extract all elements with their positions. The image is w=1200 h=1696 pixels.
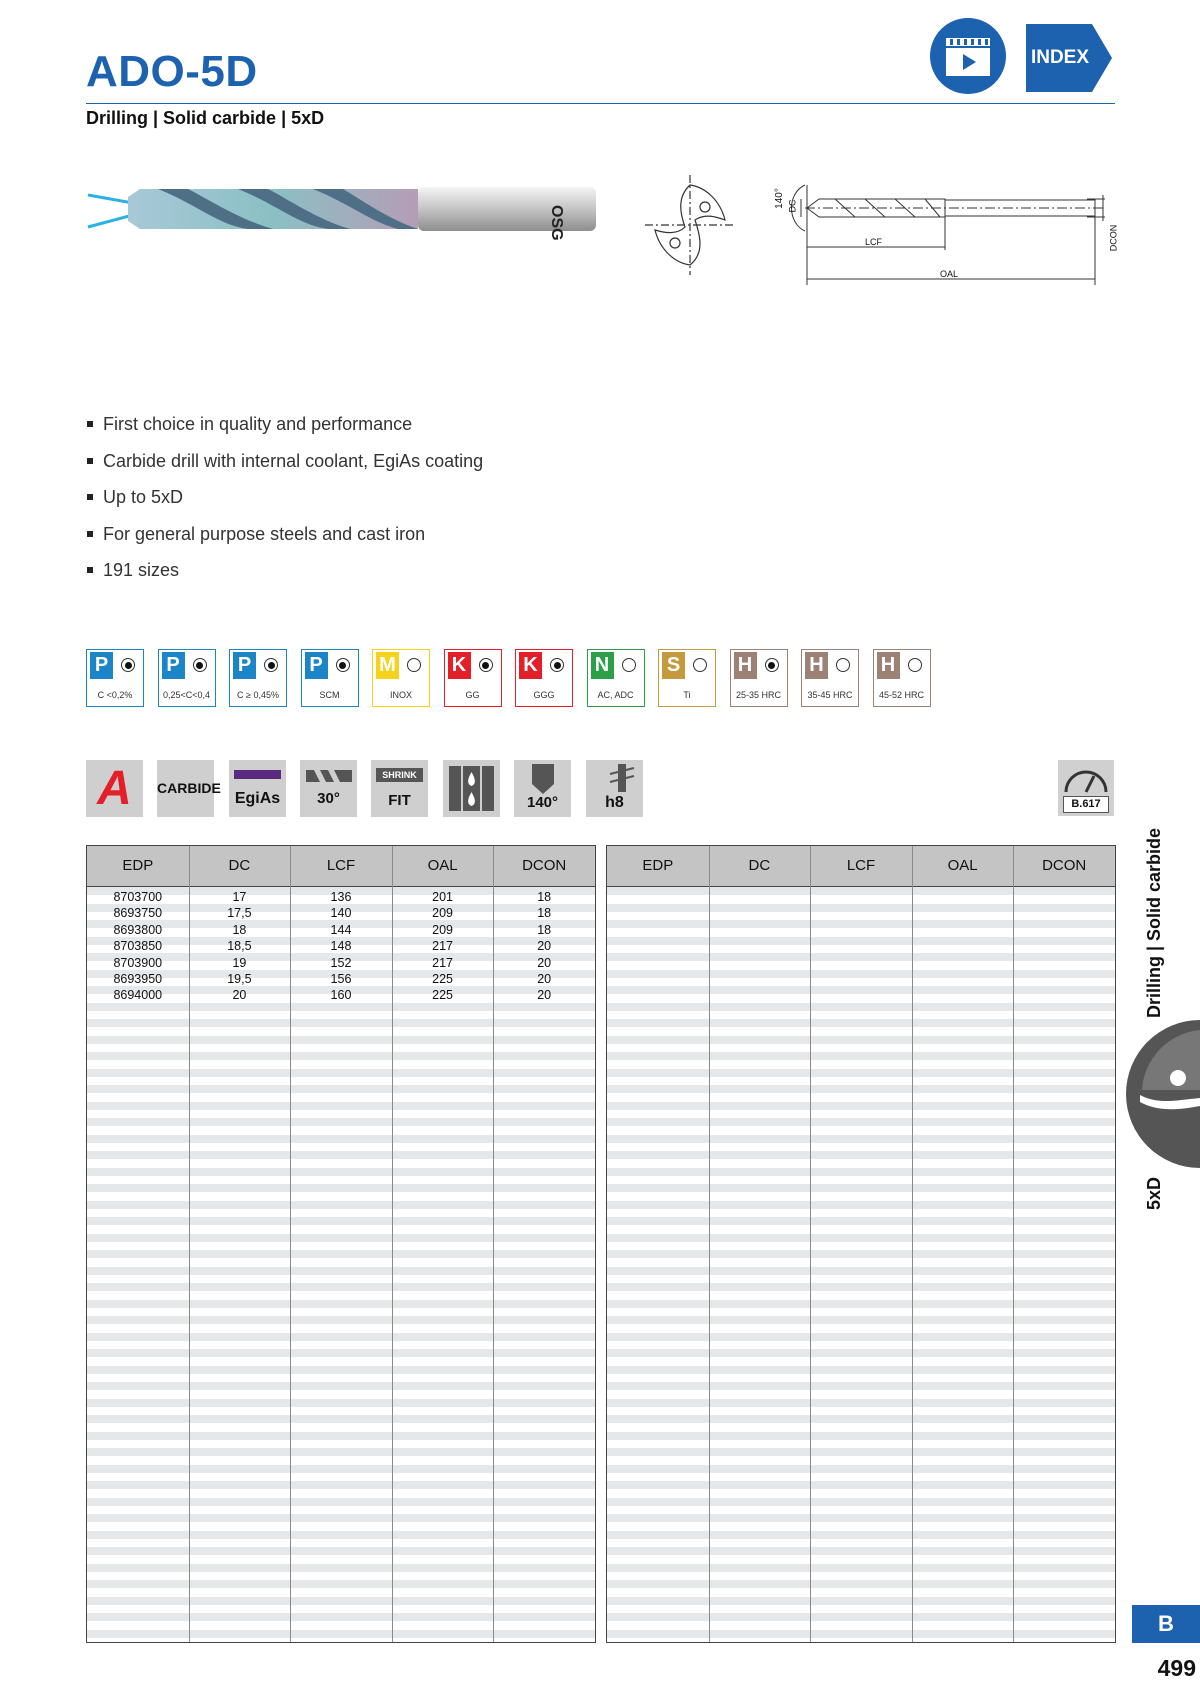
- column-divider: [1013, 846, 1014, 1642]
- material-box: [229, 649, 287, 707]
- feature-item: 191 sizes: [86, 556, 483, 593]
- row-stripe: [607, 1217, 1115, 1225]
- material-caption: Ti: [683, 690, 691, 700]
- recommended-dot-icon: [479, 658, 493, 672]
- row-stripe: [87, 1531, 595, 1539]
- row-stripe: [607, 920, 1115, 928]
- table-cell-dc: 20: [232, 988, 247, 1003]
- material-box: [158, 649, 216, 707]
- table-header: [607, 846, 1115, 887]
- material-caption: 35-45 HRC: [807, 690, 853, 700]
- row-stripe: [607, 986, 1115, 994]
- row-stripe: [87, 1267, 595, 1275]
- material-letter: H: [734, 652, 757, 679]
- row-stripe: [87, 1465, 595, 1473]
- material-letter: P: [162, 652, 185, 679]
- table-cell-dc: 18: [232, 922, 247, 937]
- row-stripe: [87, 1481, 595, 1489]
- material-caption: 25-35 HRC: [735, 690, 782, 700]
- column-header: DCON: [1042, 857, 1087, 874]
- svg-text:OSG: OSG: [548, 205, 565, 241]
- row-stripe: [607, 1432, 1115, 1440]
- row-stripe: [87, 1564, 595, 1572]
- row-stripe: [87, 1399, 595, 1407]
- column-header: DC: [228, 857, 251, 874]
- row-stripe: [87, 1382, 595, 1390]
- row-stripe: [87, 1250, 595, 1258]
- recommended-dot-icon: [264, 658, 278, 672]
- row-stripe: [607, 1250, 1115, 1258]
- table-cell-edp: 8703850: [113, 939, 163, 954]
- material-letter: S: [662, 652, 685, 679]
- row-stripe: [87, 1052, 595, 1060]
- row-stripe: [87, 1118, 595, 1126]
- row-stripe: [87, 1003, 595, 1011]
- material-letter: H: [877, 652, 900, 679]
- material-caption: C ≥ 0,45%: [237, 690, 279, 700]
- title-rule: [86, 103, 1115, 104]
- recommended-dot-icon: [121, 658, 135, 672]
- material-letter: P: [233, 652, 256, 679]
- table-cell-oal: 209: [432, 922, 454, 937]
- dimension-table-right: [606, 845, 1116, 1643]
- row-stripe: [87, 1415, 595, 1423]
- row-stripe: [607, 1184, 1115, 1192]
- row-stripe: [87, 1349, 595, 1357]
- index-button[interactable]: [1026, 24, 1112, 92]
- table-cell-edp: 8693800: [113, 922, 163, 937]
- table-cell-edp: 8693750: [113, 906, 163, 921]
- column-header: EDP: [122, 857, 154, 874]
- column-header: OAL: [947, 857, 978, 874]
- row-stripe: [87, 1448, 595, 1456]
- suitable-dot-icon: [836, 658, 850, 672]
- page-subtitle: Drilling | Solid carbide | 5xD: [86, 108, 325, 128]
- recommended-dot-icon: [336, 658, 350, 672]
- material-box: [873, 649, 931, 707]
- feature-list: [86, 410, 483, 593]
- row-stripe: [607, 970, 1115, 978]
- tolerance-icon: [610, 764, 634, 792]
- material-caption: GG: [465, 690, 480, 700]
- row-stripe: [607, 1366, 1115, 1374]
- row-stripe: [87, 1201, 595, 1209]
- index-label: INDEX: [1030, 47, 1090, 68]
- gauge-reference: B.617: [1071, 798, 1101, 810]
- row-stripe: [87, 1151, 595, 1159]
- table-cell-oal: 217: [432, 939, 454, 954]
- row-stripe: [607, 1201, 1115, 1209]
- row-stripe: [607, 1580, 1115, 1588]
- material-caption: 45-52 HRC: [878, 690, 925, 700]
- row-stripe: [607, 1349, 1115, 1357]
- table-cell-lcf: 152: [330, 955, 352, 970]
- dcon-label: DCON: [1108, 224, 1119, 252]
- coolant-drop-icon: [443, 760, 500, 817]
- gauge-icon: [1058, 762, 1114, 798]
- row-stripe: [87, 1366, 595, 1374]
- table-cell-lcf: 136: [330, 890, 352, 904]
- row-stripe: [607, 1415, 1115, 1423]
- drill-end-view-drawing: [645, 175, 735, 275]
- row-stripe: [87, 1168, 595, 1176]
- row-stripe: [607, 1118, 1115, 1126]
- drill-point-icon: [532, 764, 554, 794]
- row-stripe: [607, 1085, 1115, 1093]
- table-header: [87, 846, 595, 887]
- video-clapper-icon: [930, 18, 1006, 94]
- row-stripe: [607, 1514, 1115, 1522]
- row-stripe: [607, 1547, 1115, 1555]
- row-stripe: [607, 1333, 1115, 1341]
- column-header: LCF: [326, 857, 356, 874]
- material-letter: P: [90, 652, 113, 679]
- material-letter: P: [305, 652, 328, 679]
- material-letter: N: [591, 652, 614, 679]
- material-letter: H: [805, 652, 828, 679]
- table-cell-oal: 225: [432, 972, 454, 986]
- drill-dimension-drawing: [775, 175, 1120, 290]
- row-stripe: [607, 1003, 1115, 1011]
- grade-a-icon: A: [86, 760, 143, 817]
- helix-icon: [306, 770, 352, 782]
- row-stripe: [607, 1498, 1115, 1506]
- material-caption: AC, ADC: [597, 690, 634, 700]
- column-divider: [709, 846, 710, 1642]
- lcf-label: LCF: [865, 237, 883, 247]
- row-stripe: [607, 904, 1115, 912]
- table-cell-edp: 8693950: [113, 972, 163, 986]
- feature-item: Up to 5xD: [86, 483, 483, 520]
- row-stripe: [607, 1316, 1115, 1324]
- carbide-icon: CARBIDE: [157, 760, 214, 817]
- material-caption: 0,25<C<0,4: [162, 690, 211, 700]
- material-letter: K: [448, 652, 471, 679]
- table-cell-lcf: 144: [330, 922, 352, 937]
- column-header: LCF: [846, 857, 876, 874]
- material-caption: C <0,2%: [97, 690, 133, 700]
- table-cell-edp: 8703900: [113, 955, 163, 970]
- table-cell-oal: 201: [432, 890, 454, 904]
- row-stripe: [607, 1481, 1115, 1489]
- row-stripe: [87, 1217, 595, 1225]
- table-cell-dcon: 18: [537, 922, 552, 937]
- material-caption: SCM: [319, 690, 340, 700]
- row-stripe: [607, 937, 1115, 945]
- material-caption: INOX: [389, 690, 412, 700]
- row-stripe: [87, 1036, 595, 1044]
- row-stripe: [607, 1283, 1115, 1291]
- row-stripe: [607, 1597, 1115, 1605]
- column-divider: [912, 846, 913, 1642]
- row-stripe: [87, 1613, 595, 1621]
- row-stripe: [87, 1547, 595, 1555]
- row-stripe: [607, 1102, 1115, 1110]
- shank-tolerance-icon: h8: [586, 760, 643, 817]
- column-header: EDP: [642, 857, 674, 874]
- table-cell-edp: 8703700: [113, 890, 163, 904]
- feature-item: First choice in quality and performance: [86, 410, 483, 447]
- table-cell-oal: 209: [432, 906, 454, 921]
- row-stripe: [607, 1564, 1115, 1572]
- row-stripe: [87, 1019, 595, 1027]
- feature-item: Carbide drill with internal coolant, EgiAs coating: [86, 447, 483, 484]
- dimension-table-left: [86, 845, 596, 1643]
- table-cell-lcf: 140: [330, 906, 352, 921]
- row-stripe: [607, 1168, 1115, 1176]
- table-cell-dcon: 18: [537, 906, 552, 921]
- table-cell-dc: 17,5: [227, 906, 252, 921]
- row-stripe: [607, 1069, 1115, 1077]
- row-stripe: [87, 1184, 595, 1192]
- row-stripe: [607, 1613, 1115, 1621]
- table-cell-edp: 8694000: [113, 988, 163, 1003]
- row-stripe: [87, 1498, 595, 1506]
- material-letter: M: [376, 652, 399, 679]
- side-tab-graphic: [1128, 1020, 1200, 1168]
- coating-color-bar: [234, 770, 281, 779]
- row-stripe: [87, 1514, 595, 1522]
- material-caption: GGG: [533, 690, 555, 700]
- material-box: [587, 649, 645, 707]
- row-stripe: [87, 1316, 595, 1324]
- table-cell-dc: 17: [232, 890, 247, 904]
- side-tab-subtitle: 5xD: [1144, 1176, 1164, 1210]
- row-stripe: [607, 1382, 1115, 1390]
- row-stripe: [87, 1069, 595, 1077]
- row-stripe: [87, 1630, 595, 1638]
- table-cell-oal: 225: [432, 988, 454, 1003]
- row-stripe: [607, 1448, 1115, 1456]
- suitable-dot-icon: [622, 658, 636, 672]
- row-stripe: [607, 1630, 1115, 1638]
- row-stripe: [87, 1597, 595, 1605]
- page-title: ADO-5D: [86, 47, 258, 96]
- row-stripe: [607, 1036, 1115, 1044]
- column-divider: [810, 846, 811, 1642]
- row-stripe: [607, 1019, 1115, 1027]
- table-cell-oal: 217: [432, 955, 454, 970]
- table-cell-lcf: 148: [330, 939, 352, 954]
- material-box: [301, 649, 359, 707]
- material-box: [515, 649, 573, 707]
- suitable-dot-icon: [908, 658, 922, 672]
- table-cell-dcon: 18: [537, 890, 552, 904]
- table-cell-dcon: 20: [537, 972, 552, 986]
- material-letter: K: [519, 652, 542, 679]
- material-box: [658, 649, 716, 707]
- material-box: [444, 649, 502, 707]
- point-angle-icon: 140°: [514, 760, 571, 817]
- table-cell-lcf: 156: [330, 972, 352, 986]
- table-cell-dcon: 20: [537, 955, 552, 970]
- row-stripe: [607, 953, 1115, 961]
- table-cell-dc: 18,5: [227, 939, 252, 954]
- recommended-dot-icon: [193, 658, 207, 672]
- table-cell-dc: 19,5: [227, 972, 252, 986]
- recommended-dot-icon: [550, 658, 564, 672]
- speed-gauge-link[interactable]: [1058, 760, 1114, 816]
- feature-item: For general purpose steels and cast iron: [86, 520, 483, 557]
- row-stripe: [607, 1135, 1115, 1143]
- suitable-dot-icon: [693, 658, 707, 672]
- suitable-dot-icon: [407, 658, 421, 672]
- column-header: DCON: [522, 857, 567, 874]
- row-stripe: [607, 1151, 1115, 1159]
- row-stripe: [87, 1432, 595, 1440]
- row-stripe: [607, 887, 1115, 895]
- egias-coating-icon: EgiAs: [229, 760, 286, 817]
- row-stripe: [87, 1283, 595, 1291]
- table-cell-dcon: 20: [537, 988, 552, 1003]
- row-stripe: [607, 1399, 1115, 1407]
- internal-coolant-icon: [443, 760, 500, 817]
- row-stripe: [87, 1085, 595, 1093]
- material-box: [801, 649, 859, 707]
- video-button[interactable]: [930, 18, 1006, 94]
- row-stripe: [607, 1234, 1115, 1242]
- row-stripe: [607, 1300, 1115, 1308]
- shrink-fit-icon: SHRINK FIT: [371, 760, 428, 817]
- oal-label: OAL: [940, 269, 959, 279]
- row-stripe: [607, 1465, 1115, 1473]
- column-header: DC: [748, 857, 771, 874]
- table-cell-dcon: 20: [537, 939, 552, 954]
- material-box: [372, 649, 430, 707]
- material-box: [86, 649, 144, 707]
- dc-label: DC: [787, 199, 798, 213]
- row-stripe: [87, 1580, 595, 1588]
- row-stripe: [607, 1267, 1115, 1275]
- page-number: 499: [1157, 1655, 1196, 1681]
- helix-angle-icon: 30°: [300, 760, 357, 817]
- row-stripe: [87, 1135, 595, 1143]
- row-stripe: [607, 1052, 1115, 1060]
- drill-product-image: [88, 175, 600, 247]
- table-cell-dc: 19: [232, 955, 247, 970]
- recommended-dot-icon: [765, 658, 779, 672]
- column-header: OAL: [427, 857, 458, 874]
- side-tab-title: Drilling | Solid carbide: [1144, 827, 1164, 1018]
- row-stripe: [87, 1234, 595, 1242]
- section-letter-tab[interactable]: B: [1132, 1605, 1200, 1643]
- row-stripe: [87, 1102, 595, 1110]
- row-stripe: [607, 1531, 1115, 1539]
- row-stripe: [87, 1333, 595, 1341]
- material-box: [730, 649, 788, 707]
- angle-label: 140°: [773, 188, 785, 209]
- table-cell-lcf: 160: [330, 988, 352, 1003]
- row-stripe: [87, 1300, 595, 1308]
